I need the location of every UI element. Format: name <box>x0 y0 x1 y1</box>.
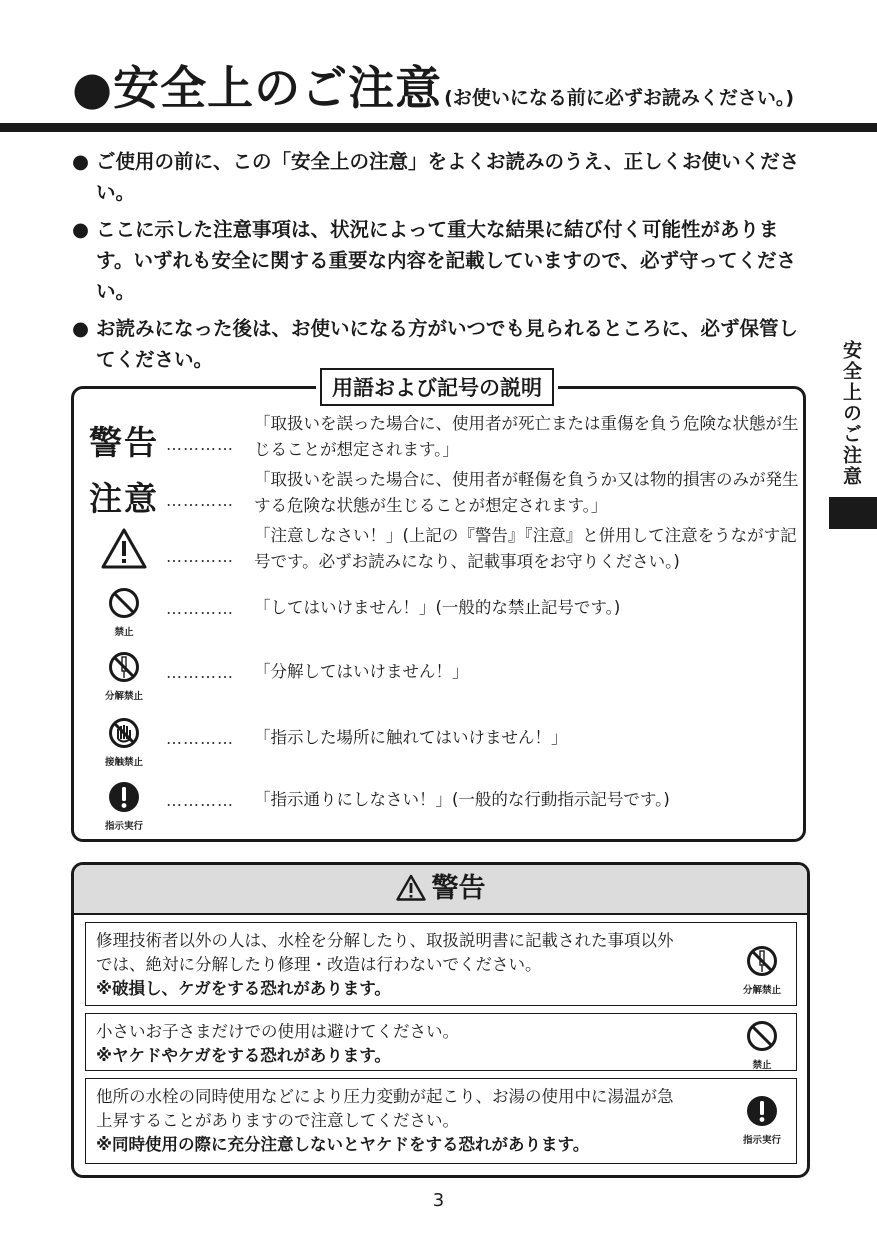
warning-header <box>74 865 807 915</box>
caution-word: 注意 <box>89 479 159 518</box>
bullet-icon: ● <box>72 218 90 241</box>
warning-item <box>85 1078 797 1164</box>
legend-text: 「分解してはいけません！」 <box>254 662 469 681</box>
page-title-sub: (お使いになる前に必ずお読みください。) <box>444 87 795 109</box>
legend-box <box>71 376 806 842</box>
mandatory-action-icon <box>746 1095 778 1127</box>
legend-text: 「指示した場所に触れてはいけません！」 <box>254 728 568 747</box>
page-number: 3 <box>432 1190 445 1211</box>
legend-text: 「指示通りにしなさい！」(一般的な行動指示記号です。) <box>254 790 670 809</box>
warning-item <box>85 1013 797 1071</box>
icon-label: 接触禁止 <box>104 757 143 768</box>
leader-dots: ………… <box>166 547 234 566</box>
title-rule <box>0 123 877 132</box>
warning-emphasis: ※同時使用の際に充分注意しないとヤケドをする恐れがあります。 <box>96 1135 590 1154</box>
side-tab <box>826 340 877 487</box>
leader-dots: ………… <box>166 791 234 810</box>
page-title-main: ●安全上のご注意 <box>72 61 443 115</box>
legend-title: 用語および記号の説明 <box>316 368 558 406</box>
icon-label: 禁止 <box>114 627 134 638</box>
bullet-icon: ● <box>72 317 90 340</box>
side-tab-marker <box>829 497 877 529</box>
side-tab-label: 安全上のご注意 <box>840 340 862 487</box>
leader-dots: ………… <box>166 663 234 682</box>
intro-list <box>72 146 812 381</box>
warning-text: 他所の水栓の同時使用などにより圧力変動が起こり、お湯の使用中に湯温が急 上昇することがありますので注意してください。 ※同時使用の際に充分注意しないとヤケドをする恐れがあります。 <box>96 1085 721 1157</box>
warning-text: 小さいお子さまだけでの使用は避けてください。 ※ヤケドやケガをする恐れがあります。 <box>96 1020 721 1068</box>
legend-text: 「取扱いを誤った場合に、使用者が軽傷を負うか又は物的損害のみが発生する危険な状態が生じることが想定されます。」 <box>254 470 799 515</box>
warning-text: 修理技術者以外の人は、水栓を分解したり、取扱説明書に記載された事項以外 では、絶対に分解したり修理・改造は行わないでください。 ※破損し、ケガをする恐れがあります。 <box>96 929 721 1001</box>
page-title <box>72 52 794 118</box>
bullet-icon: ● <box>72 150 90 173</box>
warning-box <box>71 862 810 1178</box>
warning-emphasis: ※破損し、ケガをする恐れがあります。 <box>96 979 391 998</box>
prohibited-icon <box>108 587 140 619</box>
leader-dots: ………… <box>166 435 234 454</box>
intro-item: ● ご使用の前に、この「安全上の注意」をよくお読みのうえ、正しくお使いください。 <box>72 146 812 208</box>
icon-label: 分解禁止 <box>742 985 781 996</box>
legend-text: 「してはいけません！」(一般的な禁止記号です。) <box>254 598 621 617</box>
intro-item: ● お読みになった後は、お使いになる方がいつでも見られるところに、必ず保管してください。 <box>72 313 812 375</box>
warning-word: 警告 <box>89 423 159 462</box>
warning-item <box>85 922 797 1006</box>
leader-dots: ………… <box>166 599 234 618</box>
intro-item: ● ここに示した注意事項は、状況によって重大な結果に結び付く可能性があります。いずれも安全に関する重要な内容を記載していますので、必ず守ってください。 <box>72 214 812 307</box>
no-disassembly-icon <box>108 651 140 683</box>
prohibited-icon <box>746 1020 778 1052</box>
leader-dots: ………… <box>166 491 234 510</box>
caution-triangle-icon <box>101 527 147 569</box>
caution-triangle-icon <box>396 874 426 901</box>
legend-text: 「注意しなさい！」(上記の『警告』『注意』と併用して注意をうながす記号です。必ずお読みになり、記載事項をお守りください。) <box>254 526 797 571</box>
icon-label: 指示実行 <box>742 1135 781 1146</box>
icon-label: 禁止 <box>752 1060 772 1071</box>
warning-title: 警告 <box>431 873 486 904</box>
mandatory-action-icon <box>108 781 140 813</box>
leader-dots: ………… <box>166 729 234 748</box>
legend-text: 「取扱いを誤った場合に、使用者が死亡または重傷を負う危険な状態が生じることが想定されます。」 <box>254 414 799 459</box>
icon-label: 分解禁止 <box>104 691 143 702</box>
icon-label: 指示実行 <box>104 821 143 832</box>
no-disassembly-icon <box>746 945 778 977</box>
warning-emphasis: ※ヤケドやケガをする恐れがあります。 <box>96 1046 391 1065</box>
no-touch-icon <box>108 717 140 749</box>
